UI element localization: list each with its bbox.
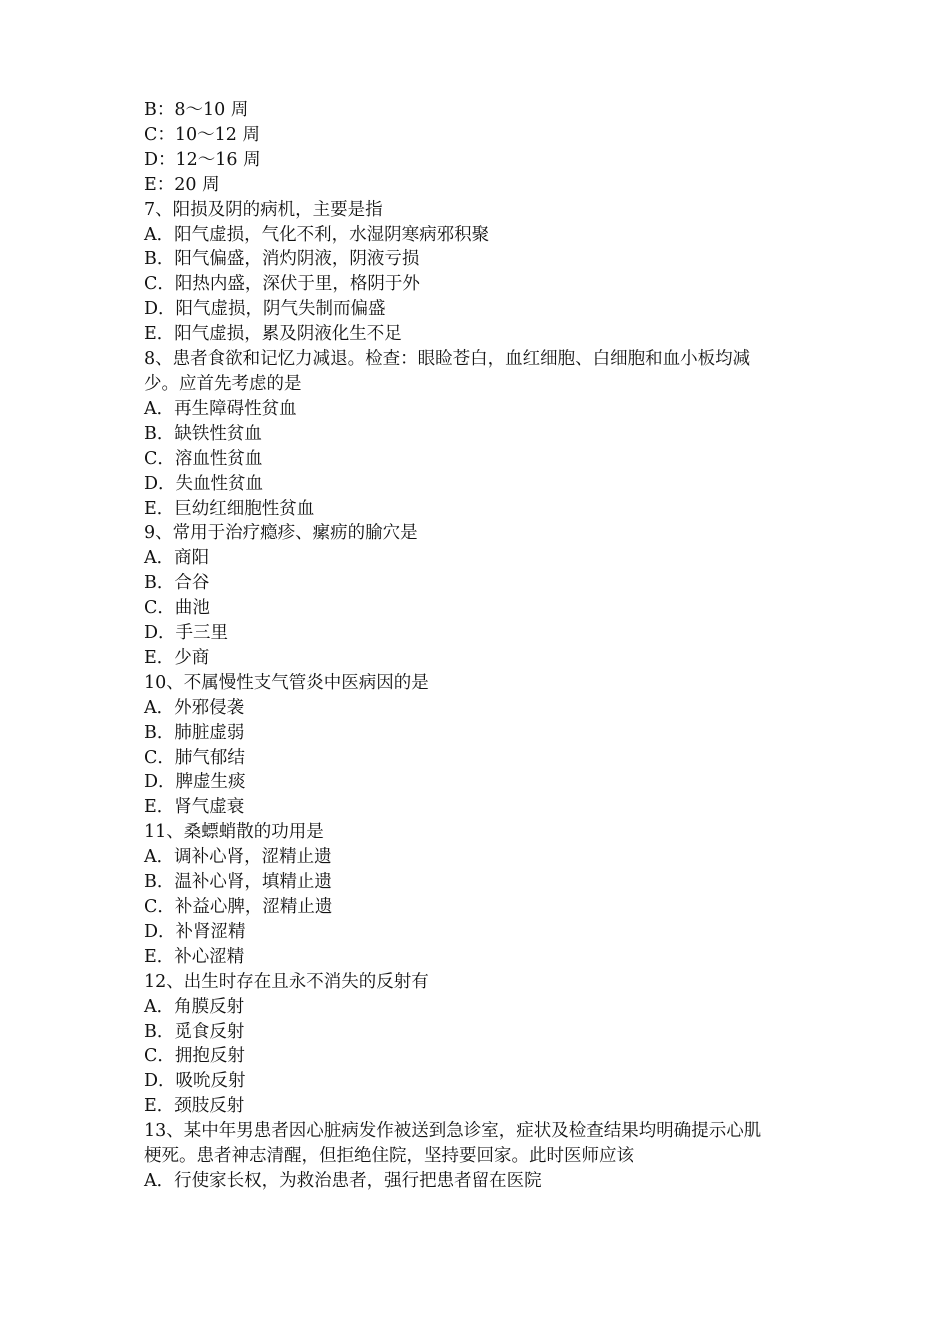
option-line: E．颈肢反射 [144,1096,245,1117]
question-line: 10、不属慢性支气管炎中医病因的是 [144,672,429,693]
option-line: B：8～10 周 [144,100,249,120]
option-line: B．肺脏虚弱 [144,722,245,743]
option-line: C．拥抱反射 [144,1046,245,1067]
option-line: D．失血性贫血 [144,473,264,494]
option-line: D：12～16 周 [144,149,261,170]
question-line: 13、某中年男患者因心脏病发作被送到急诊室，症状及检查结果均明确提示心肌 [144,1121,762,1142]
question-line: 8、患者食欲和记忆力减退。检查：眼睑苍白，血红细胞、白细胞和血小板均减 [144,349,751,370]
question-line: 梗死。患者神志清醒，但拒绝住院，坚持要回家。此时医师应该 [144,1146,634,1167]
option-line: D．脾虚生痰 [144,772,246,793]
option-line: D．手三里 [144,623,229,644]
question-line: 少。应首先考虑的是 [144,373,302,394]
option-line: D．吸吮反射 [144,1071,246,1092]
question-line: 7、阳损及阴的病机，主要是指 [144,199,383,220]
option-line: B．合谷 [144,573,210,594]
option-line: C．阳热内盛，深伏于里，格阴于外 [144,274,420,295]
option-line: C．补益心脾，涩精止遗 [144,897,333,917]
option-line: C．肺气郁结 [144,747,245,768]
option-line: D．阳气虚损，阴气失制而偏盛 [144,299,386,320]
question-line: 11、桑螵蛸散的功用是 [144,822,324,843]
option-line: D．补肾涩精 [144,921,246,942]
option-line: C．溶血性贫血 [144,448,263,469]
option-line: C：10～12 周 [144,124,260,145]
option-line: B．缺铁性贫血 [144,423,262,444]
option-line: A．外邪侵袭 [144,697,245,718]
question-line: 12、出生时存在且永不消失的反射有 [144,971,429,992]
option-line: A．调补心肾，涩精止遗 [144,847,332,868]
option-line: A．商阳 [144,548,210,569]
option-line: E．肾气虚衰 [144,797,245,818]
option-line: E．巨幼红细胞性贫血 [144,498,315,519]
option-line: B．阳气偏盛，消灼阴液，阴液亏损 [144,249,420,270]
option-line: E．补心涩精 [144,946,245,967]
question-text-block [144,98,814,1194]
option-line: A．行使家长权，为救治患者，强行把患者留在医院 [144,1170,542,1191]
option-line: E．少商 [144,647,210,668]
option-line: A．角膜反射 [144,996,245,1017]
option-line: A．再生障碍性贫血 [144,398,297,419]
option-line: B．温补心肾，填精止遗 [144,872,332,893]
question-line: 9、常用于治疗瘾疹、瘰疬的腧穴是 [144,523,418,544]
option-line: A．阳气虚损，气化不利，水湿阴寒病邪积聚 [144,224,490,245]
option-line: E：20 周 [144,174,220,195]
option-line: C．曲池 [144,598,210,619]
option-line: B．觅食反射 [144,1021,245,1042]
option-line: E．阳气虚损，累及阴液化生不足 [144,324,402,345]
